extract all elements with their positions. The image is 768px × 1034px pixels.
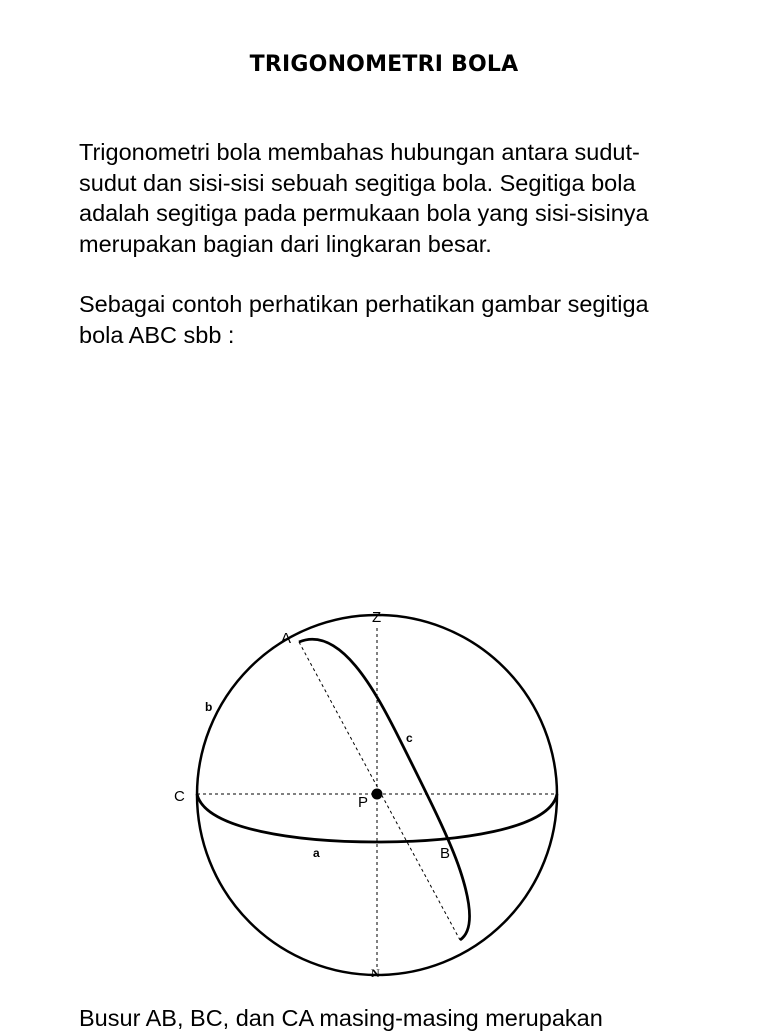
continuation-paragraph: Busur AB, BC, dan CA masing-masing merupakan bbox=[79, 1005, 603, 1031]
text-line: Trigonometri bola membahas hubungan antara sudut- bbox=[79, 139, 640, 165]
label-vertex-a: A bbox=[281, 630, 292, 647]
center-point bbox=[372, 789, 383, 800]
label-vertex-b: B bbox=[440, 845, 451, 862]
text-line: bola ABC sbb : bbox=[79, 321, 235, 348]
text-line: adalah segitiga pada permukaan bola yang sisi-sisinya bbox=[79, 200, 649, 226]
label-side-a: a bbox=[313, 846, 320, 860]
label-nadir: N bbox=[371, 966, 380, 980]
label-side-c: c bbox=[406, 731, 413, 745]
label-side-b: b bbox=[205, 700, 213, 714]
document-title: TRIGONOMETRI BOLA bbox=[249, 52, 519, 77]
text-line: Sebagai contoh perhatikan perhatikan gambar segitiga bbox=[79, 291, 649, 317]
text-line: merupakan bagian dari lingkaran besar. bbox=[79, 230, 492, 257]
label-zenith: Z bbox=[372, 609, 382, 626]
great-circle-arc-c bbox=[299, 639, 469, 940]
label-center-p: P bbox=[358, 794, 369, 811]
text-line: sudut dan sisi-sisi sebuah segitiga bola. Segitiga bola bbox=[79, 169, 636, 196]
label-vertex-c: C bbox=[174, 788, 185, 805]
